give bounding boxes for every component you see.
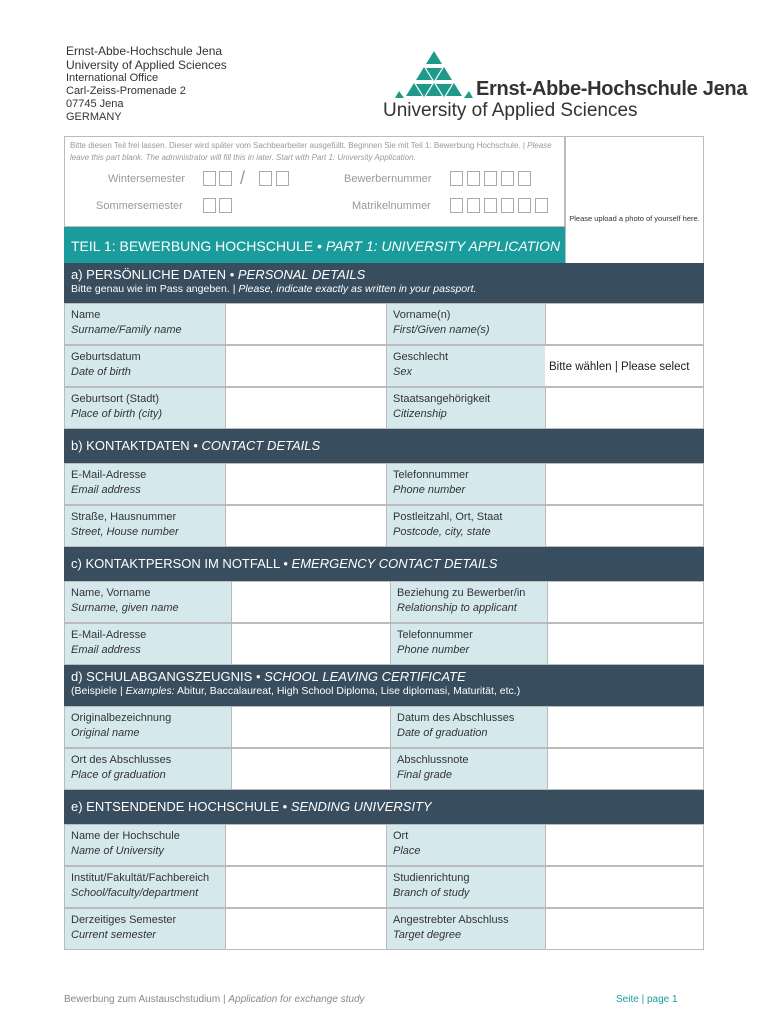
form-row (64, 623, 704, 665)
graduation-place-input[interactable] (231, 749, 391, 789)
matrikel-box[interactable] (518, 198, 531, 213)
current-semester-input[interactable] (225, 909, 387, 949)
section-emergency-contact: c) KONTAKTPERSON IM NOTFALL • EMERGENCY CONTACT DETAILS (64, 547, 704, 581)
form-row (64, 505, 704, 547)
form-row (64, 463, 704, 505)
field-label: Geburtsdatum Date of birth (65, 346, 225, 386)
section-contact-details: b) KONTAKTDATEN • CONTACT DETAILS (64, 429, 704, 463)
branch-of-study-input[interactable] (545, 867, 703, 907)
email-input[interactable] (225, 464, 387, 504)
address-line: University of Applied Sciences (66, 58, 227, 72)
section-sub-de: Bitte genau wie im Pass angeben. (71, 283, 230, 295)
bewerber-box[interactable] (467, 171, 480, 186)
address-line: GERMANY (66, 111, 122, 123)
bewerber-box[interactable] (501, 171, 514, 186)
graduation-date-input[interactable] (547, 707, 703, 747)
section-title-de: e) ENTSENDENDE HOCHSCHULE (71, 799, 280, 814)
form-row (64, 706, 704, 748)
bewerber-box[interactable] (518, 171, 531, 186)
bewerber-box[interactable] (450, 171, 463, 186)
form-row (64, 581, 704, 623)
field-label: Staatsangehörigkeit Citizenship (387, 388, 545, 428)
section-title-en: SCHOOL LEAVING CERTIFICATE (264, 669, 466, 684)
citizenship-input[interactable] (545, 388, 703, 428)
sommersemester-label: Sommersemester (96, 200, 183, 212)
section-school-leaving-certificate: d) SCHULABGANGSZEUGNIS • SCHOOL LEAVING CERTIFICATE (Beispiele | Examples: Abitur, Baccalaureat, High School Diploma, Lise diplomasi, Maturität, etc.) (64, 665, 704, 706)
part-title-en: PART 1: UNIVERSITY APPLICATION (325, 238, 561, 254)
form-row (64, 303, 704, 345)
logo-subtitle: University of Applied Sciences (383, 100, 638, 121)
emergency-email-input[interactable] (231, 624, 391, 664)
section-personal-details: a) PERSÖNLICHE DATEN • PERSONAL DETAILS Bitte genau wie im Pass angeben. | Please, indicate exactly as written in your passport. (64, 263, 704, 303)
field-label: E-Mail-Adresse Email address (65, 464, 225, 504)
target-degree-input[interactable] (545, 909, 703, 949)
matrikel-box[interactable] (501, 198, 514, 213)
date-of-birth-input[interactable] (225, 346, 387, 386)
ws-slash: / (240, 168, 246, 188)
ss-box[interactable] (219, 198, 232, 213)
matrikel-box[interactable] (467, 198, 480, 213)
address-line: Carl-Zeiss-Promenade 2 (66, 85, 186, 97)
section-title-de: b) KONTAKTDATEN (71, 438, 190, 453)
phone-input[interactable] (545, 464, 703, 504)
street-input[interactable] (225, 506, 387, 546)
bewerber-box[interactable] (484, 171, 497, 186)
form-row (64, 748, 704, 790)
field-label: E-Mail-Adresse Email address (65, 624, 231, 664)
final-grade-input[interactable] (547, 749, 703, 789)
footer-left: Bewerbung zum Austauschstudium | Application for exchange study (64, 994, 365, 1005)
section-title-de: a) PERSÖNLICHE DATEN (71, 267, 227, 282)
section-title-de: d) SCHULABGANGSZEUGNIS (71, 669, 253, 684)
field-label: Ort Place (387, 825, 545, 865)
page-number: Seite | page 1 (616, 994, 678, 1005)
field-label: Studienrichtung Branch of study (387, 867, 545, 907)
bewerbernummer-label: Bewerbernummer (344, 173, 432, 185)
university-logo-icon (392, 50, 476, 100)
matrikel-box[interactable] (535, 198, 548, 213)
field-label: Abschlussnote Final grade (391, 749, 547, 789)
section-title-de: c) KONTAKTPERSON IM NOTFALL (71, 556, 280, 571)
ws-box[interactable] (259, 171, 272, 186)
matrikelnummer-label: Matrikelnummer (352, 200, 431, 212)
sender-address (66, 44, 227, 124)
relationship-input[interactable] (547, 582, 703, 622)
section-title-en: SENDING UNIVERSITY (290, 799, 432, 814)
admin-note-de: Bitte diesen Teil frei lassen. Dieser wird später vom Sachbearbeiter ausgefüllt. Beginnen Sie mit Teil 1: Bewerbung Hochschule. (70, 141, 521, 150)
field-label: Angestrebter Abschluss Target degree (387, 909, 545, 949)
field-label: Name, Vorname Surname, given name (65, 582, 231, 622)
admin-note: Bitte diesen Teil frei lassen. Dieser wird später vom Sachbearbeiter ausgefüllt. Beginnen Sie mit Teil 1: Bewerbung Hochschule. | Please leave this part blank. The administrator will fill this in later. Start with Part 1: University Application. (70, 141, 552, 162)
department-input[interactable] (225, 867, 387, 907)
emergency-phone-input[interactable] (547, 624, 703, 664)
ss-box[interactable] (203, 198, 216, 213)
photo-note: Please upload a photo of yourself here. (569, 214, 700, 223)
field-label: Datum des Abschlusses Date of graduation (391, 707, 547, 747)
original-name-input[interactable] (231, 707, 391, 747)
surname-input[interactable] (225, 304, 387, 344)
university-name-input[interactable] (225, 825, 387, 865)
field-label: Name der Hochschule Name of University (65, 825, 225, 865)
form-row (64, 866, 704, 908)
field-label: Postleitzahl, Ort, Staat Postcode, city, state (387, 506, 545, 546)
ws-box[interactable] (276, 171, 289, 186)
section-sub-en: Please, indicate exactly as written in your passport. (238, 283, 477, 295)
field-label: Name Surname/Family name (65, 304, 225, 344)
address-line: Ernst-Abbe-Hochschule Jena (66, 44, 223, 58)
section-sending-university: e) ENTSENDENDE HOCHSCHULE • SENDING UNIVERSITY (64, 790, 704, 824)
matrikel-box[interactable] (484, 198, 497, 213)
form-row (64, 345, 704, 387)
sex-select[interactable]: Bitte wählen | Please select (549, 361, 690, 373)
admin-note-en: Please leave this part blank. The administrator will fill this in later. Start with Part 1: University Application. (70, 141, 552, 162)
field-label: Originalbezeichnung Original name (65, 707, 231, 747)
place-of-birth-input[interactable] (225, 388, 387, 428)
field-label: Telefonnummer Phone number (391, 624, 547, 664)
logo-title: Ernst-Abbe-Hochschule Jena (476, 78, 748, 100)
matrikel-box[interactable] (450, 198, 463, 213)
wintersemester-label: Wintersemester (108, 173, 186, 185)
emergency-name-input[interactable] (231, 582, 391, 622)
field-label: Straße, Hausnummer Street, House number (65, 506, 225, 546)
form-row (64, 387, 704, 429)
ws-box[interactable] (219, 171, 232, 186)
form-row (64, 908, 704, 950)
field-label: Beziehung zu Bewerber/in Relationship to applicant (391, 582, 547, 622)
field-label: Ort des Abschlusses Place of graduation (65, 749, 231, 789)
field-label: Vorname(n) First/Given name(s) (387, 304, 545, 344)
first-name-input[interactable] (545, 304, 703, 344)
field-label: Geburtsort (Stadt) Place of birth (city) (65, 388, 225, 428)
address-line: 07745 Jena (66, 98, 124, 110)
part-title-de: TEIL 1: BEWERBUNG HOCHSCHULE (71, 238, 314, 254)
field-label: Derzeitiges Semester Current semester (65, 909, 225, 949)
section-title-en: PERSONAL DETAILS (237, 267, 366, 282)
section-title-en: CONTACT DETAILS (201, 438, 321, 453)
postcode-input[interactable] (545, 506, 703, 546)
field-label: Telefonnummer Phone number (387, 464, 545, 504)
university-place-input[interactable] (545, 825, 703, 865)
ws-box[interactable] (203, 171, 216, 186)
part-title: TEIL 1: BEWERBUNG HOCHSCHULE • PART 1: UNIVERSITY APPLICATION (64, 227, 565, 263)
field-label: Institut/Fakultät/Fachbereich School/faculty/department (65, 867, 225, 907)
form-row (64, 824, 704, 866)
section-title-en: EMERGENCY CONTACT DETAILS (291, 556, 498, 571)
address-line: International Office (66, 72, 159, 84)
field-label: Geschlecht Sex (387, 346, 545, 386)
